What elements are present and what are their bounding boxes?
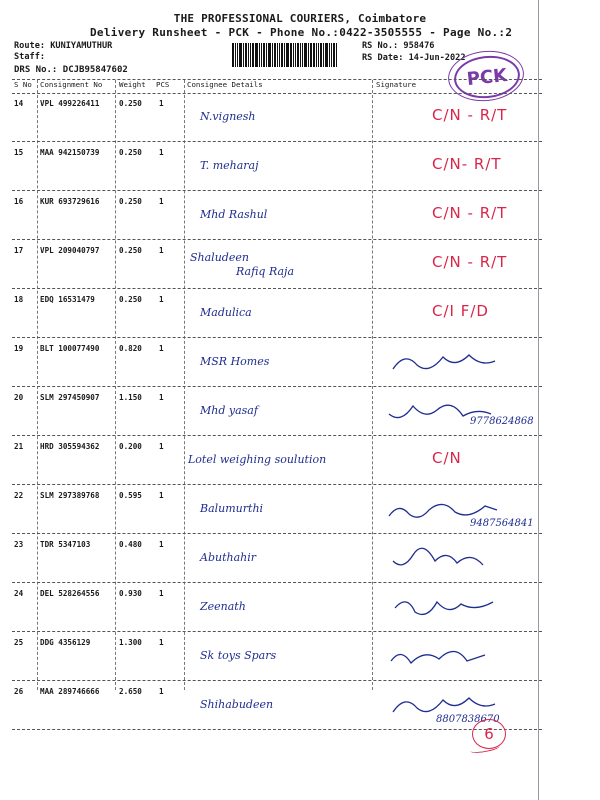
row-weight: 0.250	[119, 197, 142, 206]
row-separator	[12, 435, 542, 436]
row-separator	[12, 680, 542, 681]
row-separator	[12, 239, 542, 240]
col-signature: Signature	[376, 80, 417, 89]
pck-stamp: PCK	[452, 53, 522, 102]
row-sno: 19	[14, 344, 24, 353]
row-separator	[12, 288, 542, 289]
row-separator	[12, 729, 542, 730]
row-separator	[12, 386, 542, 387]
table-row	[0, 341, 600, 387]
row-sno: 20	[14, 393, 24, 402]
row-weight: 0.930	[119, 589, 142, 598]
row-consignee-handwritten: Madulica	[200, 306, 252, 319]
row-consignment-no: VPL 209040797	[40, 246, 100, 255]
table-row	[0, 684, 600, 730]
row-separator	[12, 533, 542, 534]
row-consignee-handwritten: Shaludeen	[190, 251, 249, 264]
row-pcs: 1	[159, 589, 164, 598]
row-sno: 15	[14, 148, 24, 157]
row-sno: 21	[14, 442, 24, 451]
row-sno: 17	[14, 246, 24, 255]
row-weight: 0.250	[119, 295, 142, 304]
col-sno: S No	[14, 80, 32, 89]
row-consignment-no: EDQ 16531479	[40, 295, 95, 304]
row-phone-handwritten: 9487564841	[470, 518, 534, 529]
row-sno: 16	[14, 197, 24, 206]
row-consignment-no: DEL 528264556	[40, 589, 100, 598]
row-separator	[12, 582, 542, 583]
row-weight: 0.200	[119, 442, 142, 451]
row-signature-remark: C/N - R/T	[432, 253, 508, 271]
table-row	[0, 439, 600, 485]
row-signature-remark: C/N - R/T	[432, 106, 508, 124]
row-consignee-handwritten: Shihabudeen	[200, 698, 274, 711]
row-pcs: 1	[159, 540, 164, 549]
staff-field	[14, 52, 45, 62]
row-pcs: 1	[159, 638, 164, 647]
route-field	[14, 41, 112, 51]
row-consignment-no: HRD 305594362	[40, 442, 100, 451]
route-value: KUNIYAMUTHUR	[50, 41, 113, 51]
row-consignee-handwritten: MSR Homes	[200, 355, 270, 368]
row-weight: 0.250	[119, 148, 142, 157]
row-signature-remark: C/N - R/T	[432, 204, 508, 222]
table-row	[0, 586, 600, 632]
row-signature-remark: C/I F/D	[432, 302, 489, 320]
row-pcs: 1	[159, 442, 164, 451]
table-row	[0, 292, 600, 338]
row-consignee-handwritten: Abuthahir	[200, 551, 256, 564]
staff-label: Staff:	[14, 52, 46, 62]
row-pcs: 1	[159, 344, 164, 353]
row-separator	[12, 484, 542, 485]
row-signature-scribble	[385, 590, 505, 626]
row-separator	[12, 631, 542, 632]
row-weight: 0.480	[119, 540, 142, 549]
table-row	[0, 537, 600, 583]
row-signature-scribble	[385, 345, 505, 381]
row-weight: 0.250	[119, 99, 142, 108]
row-pcs: 1	[159, 295, 164, 304]
row-consignee-handwritten: Balumurthi	[200, 502, 264, 515]
row-pcs: 1	[159, 393, 164, 402]
col-pcs: PCS	[156, 80, 170, 89]
rs-date-field	[362, 53, 466, 63]
row-consignment-no: DDG 4356129	[40, 638, 91, 647]
row-weight: 1.150	[119, 393, 142, 402]
col-consignee-details: Consignee Details	[187, 80, 263, 89]
row-consignee-handwritten: Zeenath	[200, 600, 246, 613]
row-consignment-no: VPL 499226411	[40, 99, 100, 108]
row-sno: 23	[14, 540, 24, 549]
row-pcs: 1	[159, 687, 164, 696]
col-consignment: Consignment No	[40, 80, 103, 89]
row-sno: 18	[14, 295, 24, 304]
row-consignee-handwritten: N.vignesh	[200, 110, 256, 123]
table-row	[0, 635, 600, 681]
table-row	[0, 390, 600, 436]
row-weight: 1.300	[119, 638, 142, 647]
page-title: THE PROFESSIONAL COURIERS, Coimbatore	[173, 12, 427, 25]
row-phone-handwritten: 9778624868	[470, 416, 534, 427]
row-consignment-no: MAA 289746666	[40, 687, 100, 696]
rs-date-label: RS Date:	[362, 53, 404, 63]
page-mark-underline	[470, 742, 501, 754]
rs-no-label: RS No.:	[362, 41, 399, 51]
row-pcs: 1	[159, 491, 164, 500]
table-row	[0, 96, 600, 142]
row-signature-remark: C/N- R/T	[432, 155, 502, 173]
table-row	[0, 194, 600, 240]
row-consignee-handwritten: Mhd Rashul	[200, 208, 268, 221]
col-weight: Weight	[119, 80, 146, 89]
row-consignee-handwritten-line2: Rafiq Raja	[236, 265, 295, 278]
row-consignee-handwritten: Sk toys Spars	[200, 649, 277, 662]
barcode	[232, 43, 352, 67]
route-label: Route:	[14, 41, 46, 51]
table-row	[0, 145, 600, 191]
row-weight: 0.595	[119, 491, 142, 500]
row-separator	[12, 337, 542, 338]
row-pcs: 1	[159, 99, 164, 108]
row-consignment-no: BLT 100077490	[40, 344, 100, 353]
drs-value: DCJB95847602	[62, 65, 128, 75]
row-consignment-no: TDR 5347103	[40, 540, 91, 549]
row-signature-remark: C/N	[432, 449, 462, 467]
rs-no-field	[362, 41, 434, 51]
rs-no-value: 958476	[403, 41, 435, 51]
row-weight: 2.650	[119, 687, 142, 696]
row-consignment-no: SLM 297389768	[40, 491, 100, 500]
header-bottom-rule	[12, 93, 542, 94]
drs-label: DRS No.:	[14, 65, 58, 75]
row-pcs: 1	[159, 197, 164, 206]
row-consignee-handwritten: T. meharaj	[200, 159, 259, 172]
row-weight: 0.820	[119, 344, 142, 353]
table-row	[0, 488, 600, 534]
row-consignment-no: MAA 942150739	[40, 148, 100, 157]
row-signature-scribble	[385, 541, 505, 577]
row-separator	[12, 141, 542, 142]
row-pcs: 1	[159, 246, 164, 255]
table-row	[0, 243, 600, 289]
rs-date-value: 14-Jun-2022	[408, 53, 466, 63]
row-sno: 24	[14, 589, 24, 598]
row-consignment-no: KUR 693729616	[40, 197, 100, 206]
row-pcs: 1	[159, 148, 164, 157]
row-phone-handwritten: 8807838670	[436, 714, 500, 725]
drs-field	[14, 65, 128, 75]
row-consignee-handwritten: Mhd yasaf	[200, 404, 258, 417]
row-sno: 14	[14, 99, 24, 108]
row-signature-scribble	[385, 639, 505, 675]
row-weight: 0.250	[119, 246, 142, 255]
page-mark: 6	[472, 719, 506, 749]
row-sno: 25	[14, 638, 24, 647]
row-consignee-handwritten: Lotel weighing soulution	[188, 453, 327, 466]
row-sno: 22	[14, 491, 24, 500]
row-separator	[12, 190, 542, 191]
row-sno: 26	[14, 687, 24, 696]
row-consignment-no: SLM 297450907	[40, 393, 100, 402]
page-subtitle: Delivery Runsheet - PCK - Phone No.:0422-3505555 - Page No.:2	[90, 26, 513, 39]
